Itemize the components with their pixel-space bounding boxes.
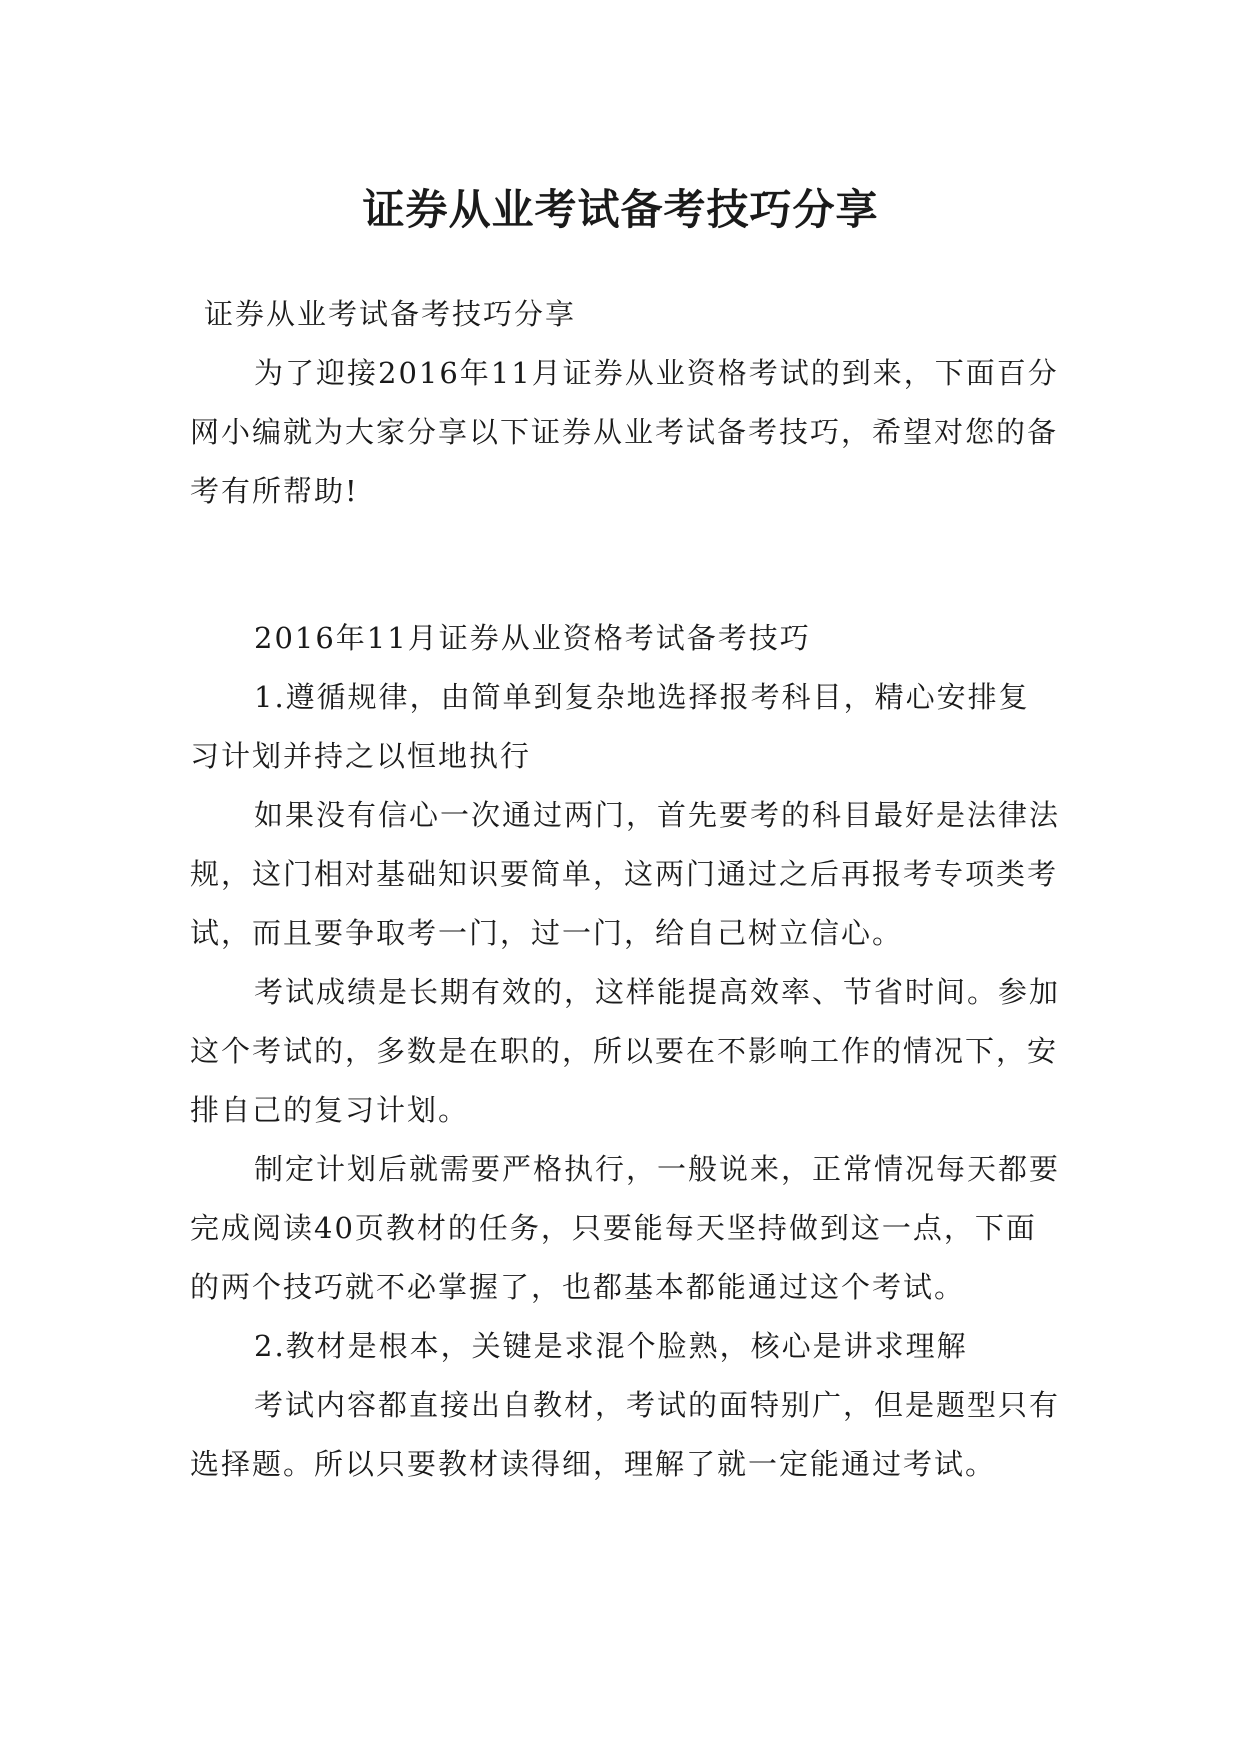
- tip-2-heading: 2.教材是根本，关键是求混个脸熟，核心是讲求理解: [254, 1329, 968, 1363]
- document-body: [190, 285, 1060, 1494]
- tip-1-paragraph-2: 考试成绩是长期有效的，这样能提高效率、节省时间。参加这个考试的，多数是在职的，所以要在不影响工作的情况下，安排自己的复习计划。: [190, 975, 1061, 1127]
- section-heading: 2016年11月证券从业资格考试备考技巧: [254, 621, 811, 655]
- tip-1-paragraph-1: 如果没有信心一次通过两门，首先要考的科目最好是法律法规，这门相对基础知识要简单，这两门通过之后再报考专项类考试，而且要争取考一门，过一门，给自己树立信心。: [190, 798, 1061, 950]
- tip-1-paragraph-3: 制定计划后就需要严格执行，一般说来，正常情况每天都要完成阅读40页教材的任务，只要能每天坚持做到这一点，下面的两个技巧就不必掌握了，也都基本都能通过这个考试。: [190, 1152, 1061, 1304]
- paragraph-gap: [190, 521, 1060, 609]
- tip-2-paragraph-1: 考试内容都直接出自教材，考试的面特别广，但是题型只有选择题。所以只要教材读得细，理解了就一定能通过考试。: [190, 1388, 1061, 1481]
- subtitle-line: 证券从业考试备考技巧分享: [204, 297, 577, 331]
- intro-paragraph: 为了迎接2016年11月证券从业资格考试的到来，下面百分网小编就为大家分享以下证券从业考试备考技巧，希望对您的备考有所帮助!: [190, 356, 1059, 508]
- document-title: 证券从业考试备考技巧分享: [362, 185, 879, 235]
- tip-1-heading: 1.遵循规律，由简单到复杂地选择报考科目，精心安排复习计划并持之以恒地执行: [190, 680, 1030, 773]
